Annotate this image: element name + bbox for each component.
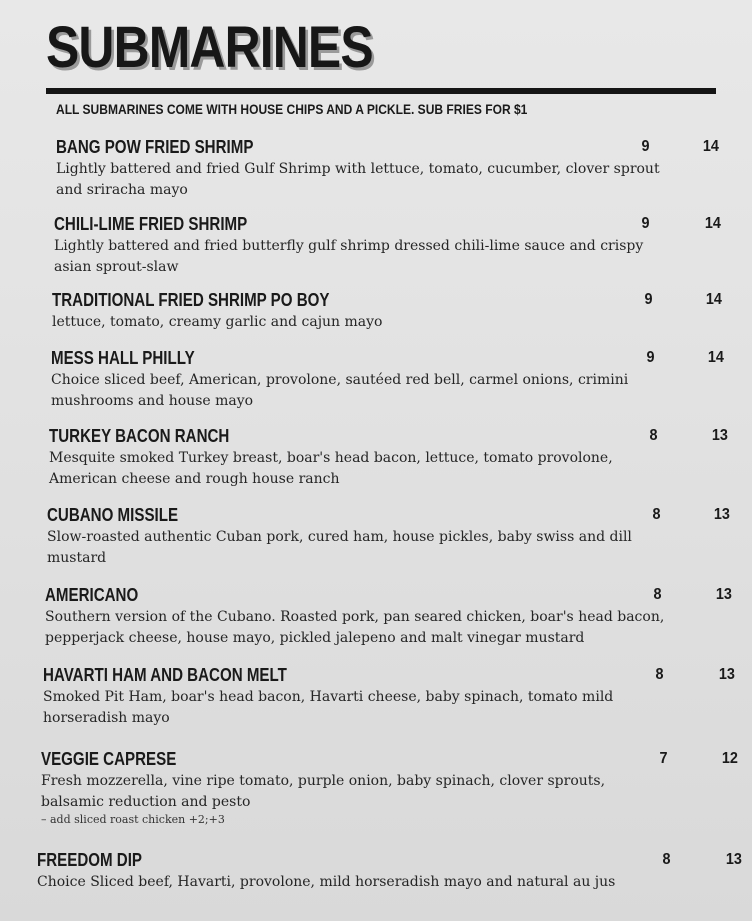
price-large: 13 — [718, 666, 735, 683]
item-name: AMERICANO — [45, 585, 139, 605]
price-large: 14 — [702, 138, 719, 155]
price-small: 8 — [655, 666, 664, 683]
item-description: Southern version of the Cubano. Roasted pork, pan seared chicken, boar's head bacon, pepperjack cheese, house mayo, pickled jalepeno and malt vinegar mustard — [45, 609, 665, 646]
price-large: 14 — [704, 215, 721, 232]
page-title: SUBMARINES — [46, 15, 373, 80]
menu-item — [43, 664, 752, 729]
item-name: MESS HALL PHILLY — [51, 348, 195, 368]
price-small: 9 — [641, 215, 650, 232]
price-small: 8 — [653, 586, 662, 603]
menu-item — [47, 504, 752, 569]
price-large: 13 — [711, 427, 728, 444]
price-small: 9 — [641, 138, 650, 155]
menu-item — [54, 213, 752, 278]
menu-item — [49, 425, 752, 490]
item-name: CHILI-LIME FRIED SHRIMP — [54, 214, 248, 234]
menu-item — [37, 849, 752, 893]
menu-notice: ALL SUBMARINES COME WITH HOUSE CHIPS AND A PICKLE. SUB FRIES FOR $1 — [56, 101, 528, 117]
item-name: CUBANO MISSILE — [47, 505, 179, 525]
item-name: FREEDOM DIP — [37, 850, 143, 870]
menu-item — [41, 748, 752, 827]
item-description: Fresh mozzerella, vine ripe tomato, purple onion, baby spinach, clover sprouts, balsamic reduction and pesto — [41, 773, 606, 810]
item-description: Choice sliced beef, American, provolone, sautéed red bell, carmel onions, crimini mushrooms and house mayo — [51, 372, 629, 409]
price-small: 8 — [652, 506, 661, 523]
item-name: TURKEY BACON RANCH — [49, 426, 230, 446]
price-large: 12 — [721, 750, 738, 767]
item-description: Smoked Pit Ham, boar's head bacon, Havarti cheese, baby spinach, tomato mild horseradish mayo — [43, 689, 614, 726]
price-small: 9 — [646, 349, 655, 366]
item-description: Lightly battered and fried Gulf Shrimp with lettuce, tomato, cucumber, clover sprout and sriracha mayo — [56, 161, 660, 198]
item-addon: – add sliced roast chicken +2;+3 — [41, 813, 225, 826]
price-small: 8 — [662, 851, 671, 868]
item-description: Mesquite smoked Turkey breast, boar's head bacon, lettuce, tomato provolone, American cheese and rough house ranch — [49, 450, 613, 487]
item-name: HAVARTI HAM AND BACON MELT — [43, 665, 287, 685]
price-small: 9 — [644, 291, 653, 308]
item-description: Slow-roasted authentic Cuban pork, cured ham, house pickles, baby swiss and dill mustard — [47, 529, 632, 566]
item-name: TRADITIONAL FRIED SHRIMP PO BOY — [52, 290, 330, 310]
price-large: 13 — [713, 506, 730, 523]
price-large: 13 — [715, 586, 732, 603]
item-name: BANG POW FRIED SHRIMP — [56, 137, 254, 157]
item-description: Choice Sliced beef, Havarti, provolone, mild horseradish mayo and natural au jus — [37, 874, 616, 890]
item-description: Lightly battered and fried butterfly gulf shrimp dressed chili-lime sauce and crispy asian sprout-slaw — [54, 238, 644, 275]
price-large: 13 — [725, 851, 742, 868]
menu-item — [45, 584, 752, 649]
price-large: 14 — [707, 349, 724, 366]
price-large: 14 — [705, 291, 722, 308]
menu-item — [52, 289, 752, 333]
menu-item — [56, 136, 752, 201]
item-name: VEGGIE CAPRESE — [41, 749, 177, 769]
title-rule — [46, 88, 716, 94]
price-small: 8 — [649, 427, 658, 444]
price-small: 7 — [659, 750, 668, 767]
menu-item — [51, 347, 752, 412]
item-description: lettuce, tomato, creamy garlic and cajun mayo — [52, 314, 383, 330]
